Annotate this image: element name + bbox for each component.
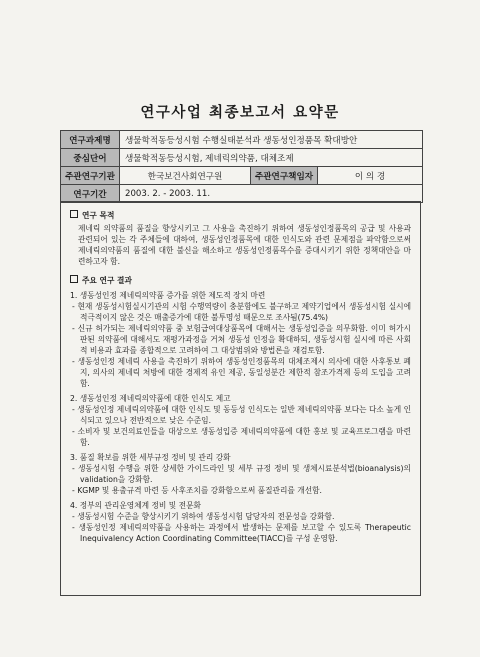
result-bullet: - 소비자 및 보건의료인들을 대상으로 생동성입증 제네릭의약품에 대한 홍보 및 교육프로그램을 마련함.: [72, 427, 411, 447]
result-bullet: - 생동성인정 제네릭의약품을 사용하는 과정에서 발생하는 문제를 보고할 수 있도록 Therapeutic Inequivalency Action Coordinating Committee(TIACC)를 구성 운영함.: [72, 523, 411, 543]
meta-row-keyword: [61, 149, 423, 167]
result-bullet: - 생동성시험 수행을 위한 상세한 가이드라인 및 세부 규정 정비 및 생체시료분석법(bioanalysis)의 validation을 강화함.: [72, 464, 411, 484]
result-bullet: - 생동성인정 제네릭 사용을 촉진하기 위하여 생동성인정품목의 대체조제시 의사에 대한 사후통보 폐지, 의사의 제네릭 처방에 대한 경제적 유인 제공, 동일성분간 제한적 참조가격제 등의 도입을 고려함.: [72, 357, 411, 388]
keyword-value: 생물학적동등성시험, 제네릭의약품, 대체조제: [120, 149, 423, 167]
results-heading-text: 주요 연구 결과: [82, 276, 132, 285]
result-bullet: - 신규 허가되는 제네릭의약품 중 보험급여대상품목에 대해서는 생동성입증을 의무화함. 이미 허가시판된 의약품에 대해서도 재평가과정을 거쳐 생동성 인정을 확대하되, 생동성시험 실시에 따른 사회적 비용과 효과를 종합적으로 고려하여 그 대상범위와 방법론을 재검토함.: [72, 324, 411, 355]
meta-row-period: [61, 185, 423, 203]
result-item: [70, 452, 411, 496]
pi-value: 이 의 경: [318, 167, 423, 185]
result-item-title: 2. 생동성인정 제네릭의약품에 대한 인식도 제고: [70, 394, 231, 403]
summary-body: [60, 201, 421, 596]
result-bullet: - 생동성인정 제네릭의약품에 대한 인식도 및 동등성 인식도는 일반 제네릭의약품 보다는 다소 높게 인식되고 있으나 전반적으로 낮은 수준임.: [72, 405, 412, 425]
results-list: [70, 290, 411, 544]
purpose-heading-text: 연구 목적: [82, 211, 115, 220]
period-label: 연구기간: [61, 185, 120, 203]
purpose-heading: [70, 210, 411, 221]
keyword-label: 중심단어: [61, 149, 120, 167]
summary-meta-table: [60, 130, 423, 203]
result-item-title: 4. 정부의 관리운영체계 정비 및 전문화: [70, 501, 201, 510]
result-item: [70, 393, 411, 448]
result-bullet: - 생동성시험 수준을 향상시키기 위하여 생동성시험 담당자의 전문성을 강화함.: [72, 512, 335, 521]
purpose-text: 제네릭 의약품의 품질을 향상시키고 그 사용을 촉진하기 위하여 생동성인정품목의 공급 및 사용과 관련되어 있는 각 주체들에 대하여, 생동성인정품목에 대한 인식도와 관련 문제점을 파악함으로써 제네릭의약품의 품질에 대한 불신을 해소하고 생동성인정품목수를 증대시키기 위한 정책대안을 마련하고자 함.: [78, 224, 411, 266]
result-item-title: 3. 품질 확보를 위한 세부규정 정비 및 관리 강화: [70, 453, 231, 462]
result-item: [70, 500, 411, 544]
result-bullet: - 현재 생동성시험실시기관의 시험 수행역량이 충분함에도 불구하고 제약기업에서 생동성시험 실시에 적극적이지 않은 것은 매출증가에 대한 불투명성 때문으로 조사됨(75.4%): [72, 302, 411, 322]
result-item: [70, 290, 411, 389]
results-heading: [70, 275, 411, 286]
meta-row-institute: [61, 167, 423, 185]
institute-label: 주관연구기관: [61, 167, 120, 185]
meta-row-project: [61, 131, 423, 149]
checkbox-square-icon: [70, 210, 78, 218]
result-item-title: 1. 생동성인정 제네릭의약품 증가를 위한 제도적 장치 마련: [70, 291, 266, 300]
project-label: 연구과제명: [61, 131, 120, 149]
result-bullet: - KGMP 및 용출규격 마련 등 사후조치를 강화함으로써 품질관리를 개선함.: [72, 486, 322, 495]
institute-value: 한국보건사회연구원: [120, 167, 251, 185]
project-value: 생물학적동등성시험 수행실태분석과 생동성인정품목 확대방안: [120, 131, 423, 149]
checkbox-square-icon: [70, 275, 78, 283]
page-title: 연구사업 최종보고서 요약문: [140, 104, 340, 121]
period-value: 2003. 2. - 2003. 11.: [120, 185, 423, 203]
pi-label: 주관연구책임자: [251, 167, 318, 185]
